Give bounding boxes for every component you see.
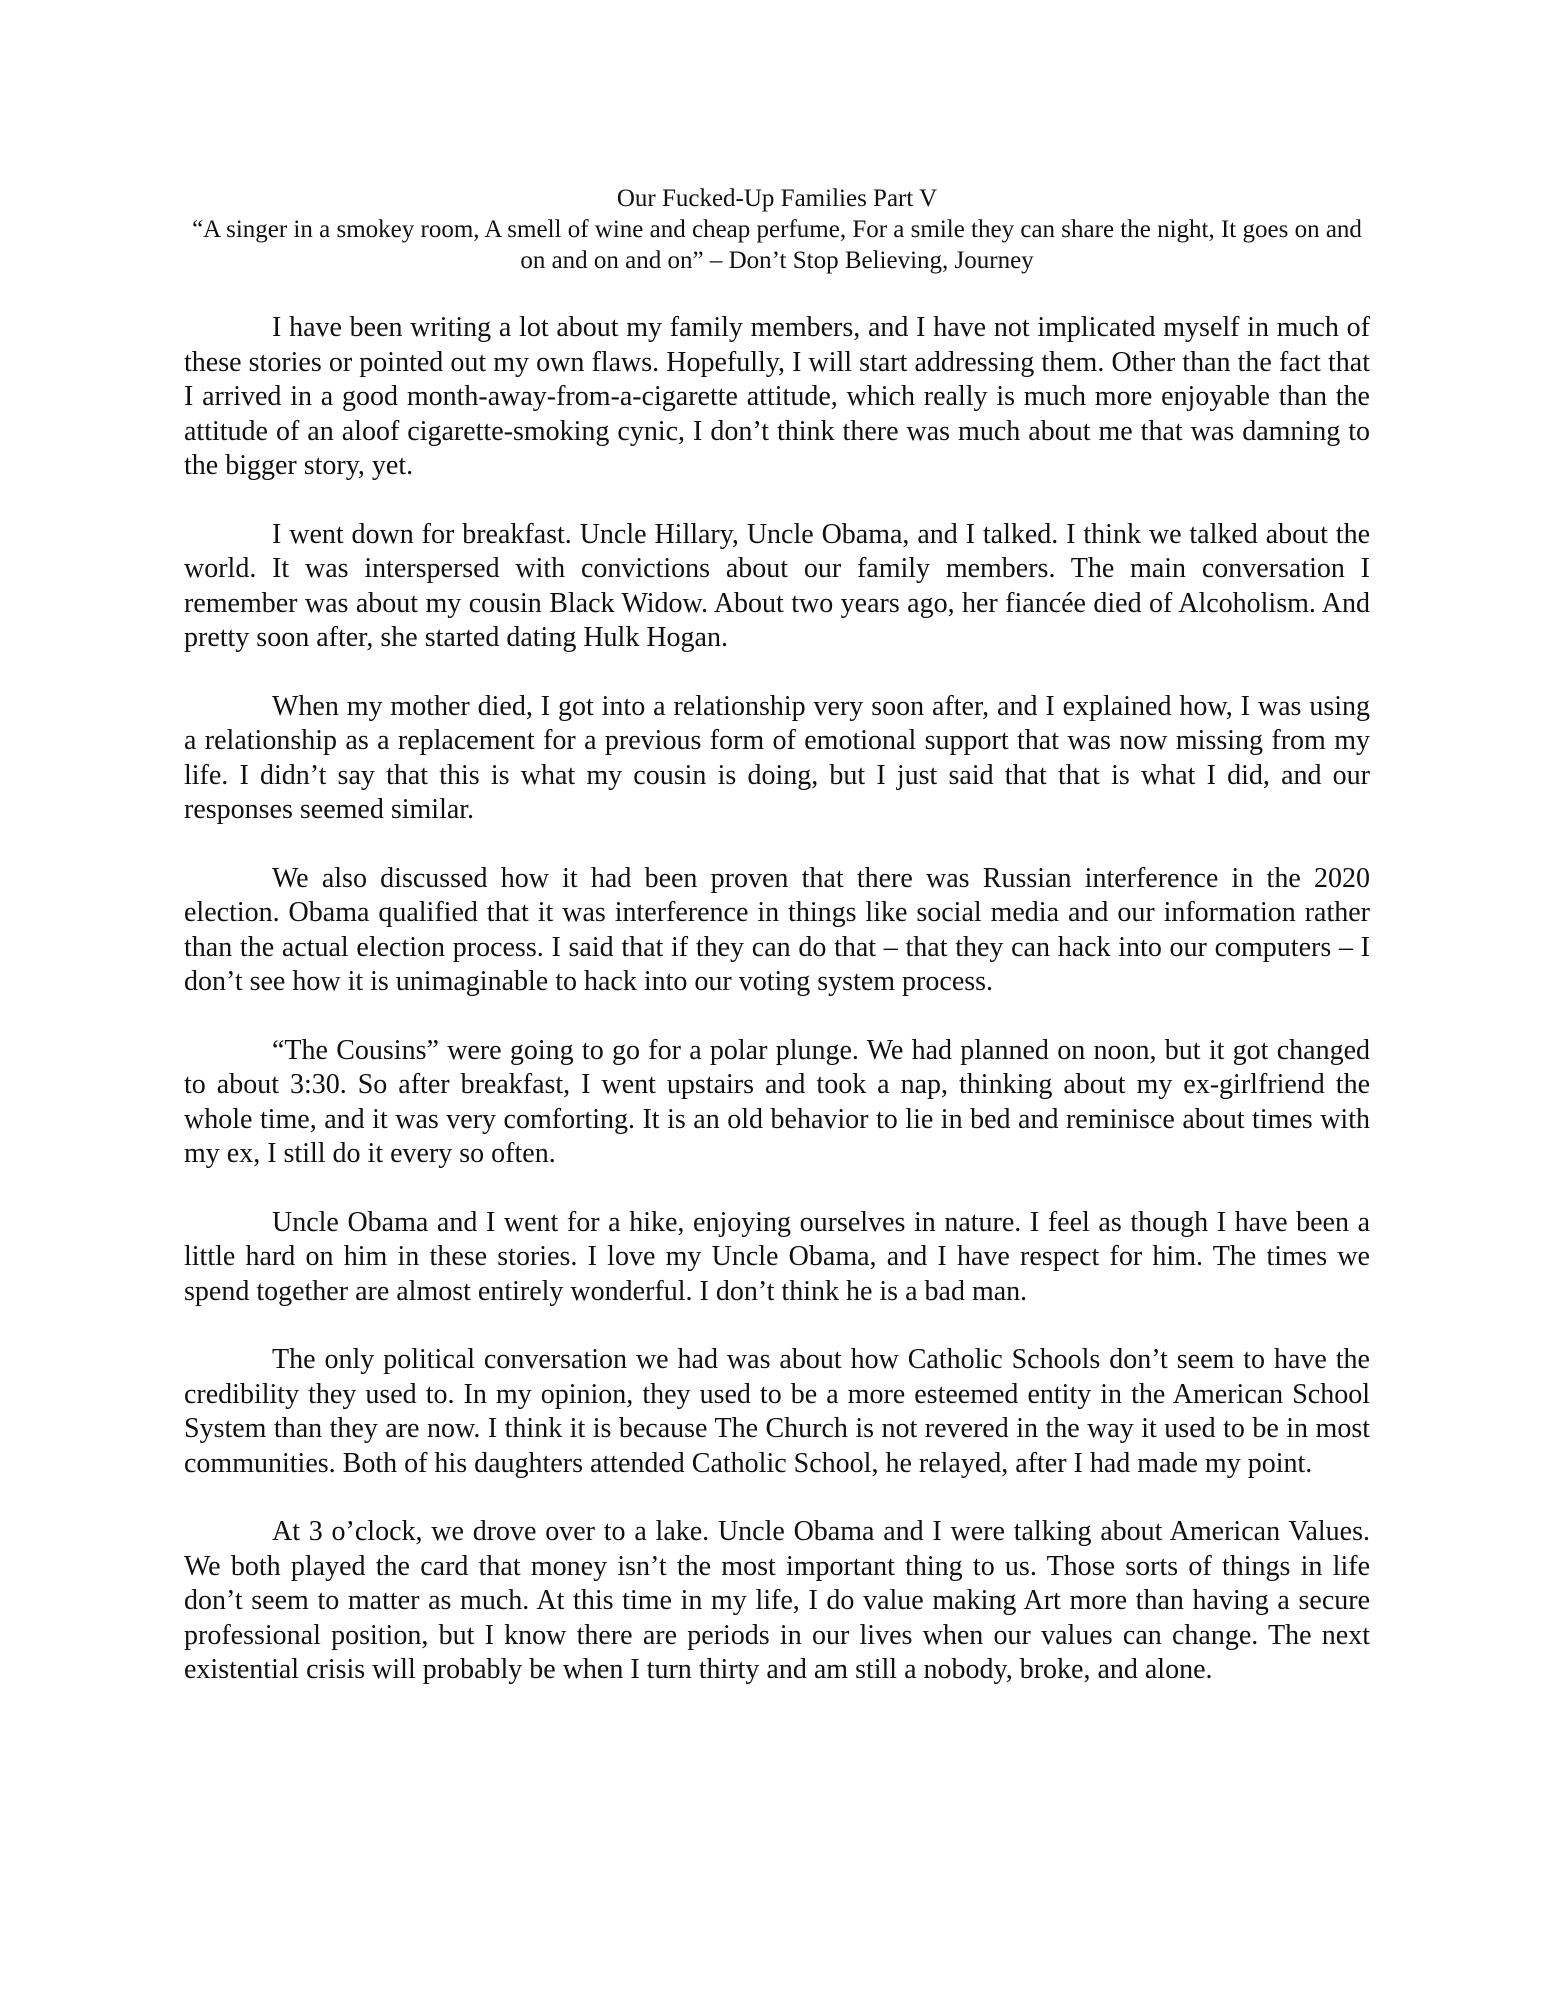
paragraph: When my mother died, I got into a relationship very soon after, and I explained how, I was using a relationship as a replacement for a previous form of emotional support that was now missing from my life. I didn’t say that this is what my cousin is doing, but I just said that that is what I did, and our responses seemed similar. bbox=[184, 690, 1370, 825]
paragraph: I have been writing a lot about my family members, and I have not implicated myself in much of these stories or pointed out my own flaws. Hopefully, I will start addressing them. Other than the fact that I arrived in a good month-away-from-a-cigarette attitude, which really is much more enjoyable than the attitude of an aloof cigarette-smoking cynic, I don’t think there was much about me that was damning to the bigger story, yet. bbox=[184, 312, 1370, 481]
document-body bbox=[184, 183, 1370, 1722]
paragraph: We also discussed how it had been proven that there was Russian interference in the 2020 election. Obama qualified that it was interference in things like social media and our information rather than the actual election process. I said that if they can do that – that they can hack into our computers – I don’t see how it is unimaginable to hack into our voting system process. bbox=[184, 862, 1370, 997]
document-title: Our Fucked-Up Families Part V bbox=[616, 185, 938, 212]
paragraph: The only political conversation we had was about how Catholic Schools don’t seem to have the credibility they used to. In my opinion, they used to be a more esteemed entity in the American School System than they are now. I think it is because The Church is not revered in the way it used to be in most communities. Both of his daughters attended Catholic School, he relayed, after I had made my point. bbox=[184, 1344, 1370, 1479]
paragraph: Uncle Obama and I went for a hike, enjoying ourselves in nature. I feel as though I have been a little hard on him in these stories. I love my Uncle Obama, and I have respect for him. The times we spend together are almost entirely wonderful. I don’t think he is a bad man. bbox=[184, 1206, 1370, 1307]
paragraph: I went down for breakfast. Uncle Hillary, Uncle Obama, and I talked. I think we talked about the world. It was interspersed with convictions about our family members. The main conversation I remember was about my cousin Black Widow. About two years ago, her fiancée died of Alcoholism. And pretty soon after, she started dating Hulk Hogan. bbox=[184, 518, 1370, 653]
paragraph: “The Cousins” were going to go for a polar plunge. We had planned on noon, but it got changed to about 3:30. So after breakfast, I went upstairs and took a nap, thinking about my ex-girlfriend the whole time, and it was very comforting. It is an old behavior to lie in bed and reminisce about times with my ex, I still do it every so often. bbox=[184, 1034, 1370, 1169]
paragraph: At 3 o’clock, we drove over to a lake. Uncle Obama and I were talking about American Values. We both played the card that money isn’t the most important thing to us. Those sorts of things in life don’t seem to matter as much. At this time in my life, I do value making Art more than having a secure professional position, but I know there are periods in our lives when our values can change. The next existential crisis will probably be when I turn thirty and am still a nobody, broke, and alone. bbox=[184, 1516, 1370, 1685]
epigraph: “A singer in a smokey room, A smell of wine and cheap perfume, For a smile they can share the night, It goes on and on and on and on” – Don’t Stop Believing, Journey bbox=[192, 216, 1362, 274]
